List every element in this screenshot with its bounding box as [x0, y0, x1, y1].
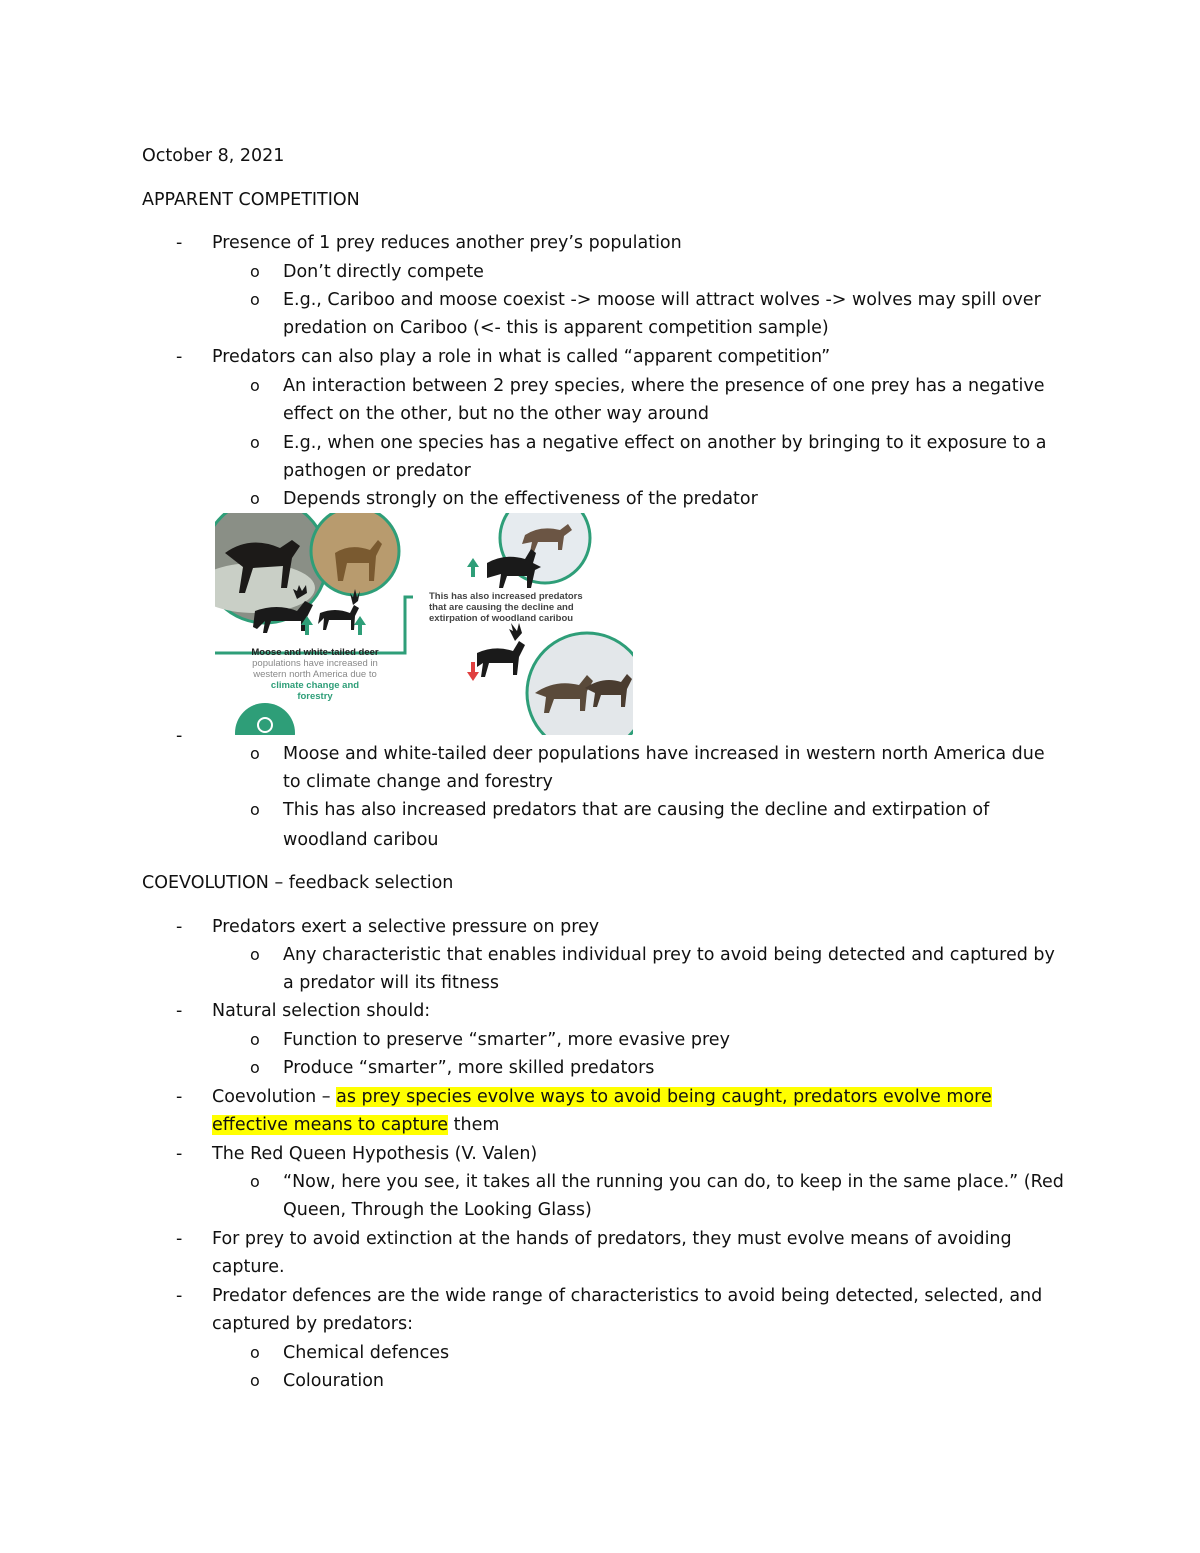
sub-list-item: E.g., Cariboo and moose coexist -> moose will attract wolves -> wolves may spill over: [283, 290, 1041, 310]
circle-bullet: o: [250, 1371, 260, 1390]
sub-list-item-cont: pathogen or predator: [283, 461, 471, 481]
list-item: Predators can also play a role in what is called “apparent competition”: [212, 347, 831, 367]
apparent-competition-figure: [215, 513, 633, 735]
sub-list-item: E.g., when one species has a negative effect on another by bringing to it exposure to a: [283, 433, 1047, 453]
circle-bullet: o: [250, 800, 260, 819]
sub-list-item: Moose and white-tailed deer populations have increased in western north America due: [283, 744, 1045, 764]
circle-bullet: o: [250, 1030, 260, 1049]
list-item-cont: captured by predators:: [212, 1314, 413, 1334]
date-line: October 8, 2021: [142, 146, 285, 166]
dash-bullet: -: [176, 347, 183, 367]
sub-list-item: Produce “smarter”, more skilled predators: [283, 1058, 655, 1078]
circle-bullet: o: [250, 262, 260, 281]
sub-list-item: An interaction between 2 prey species, where the presence of one prey has a negative: [283, 376, 1045, 396]
list-item-coevolution: Coevolution – as prey species evolve ways to avoid being caught, predators evolve more: [212, 1087, 992, 1107]
heading-apparent-competition: APPARENT COMPETITION: [142, 190, 360, 210]
sub-list-item-cont: predation on Cariboo (<- this is apparent competition sample): [283, 318, 829, 338]
sub-list-item: “Now, here you see, it takes all the running you can do, to keep in the same place.” (Red: [283, 1172, 1064, 1192]
highlighted-text: as prey species evolve ways to avoid being caught, predators evolve more: [336, 1087, 992, 1107]
list-item-cont: effective means to capture them: [212, 1115, 500, 1135]
sub-list-item: Colouration: [283, 1371, 385, 1391]
sub-list-item-cont: woodland caribou: [283, 830, 439, 850]
circle-bullet: o: [250, 1058, 260, 1077]
circle-bullet: o: [250, 945, 260, 964]
right-caption: This has also increased predators that are causing the decline and extirpation of woodland caribou: [429, 591, 583, 624]
dash-bullet: -: [176, 233, 183, 253]
list-item: For prey to avoid extinction at the hands of predators, they must evolve means of avoiding: [212, 1229, 1012, 1249]
circle-bullet: o: [250, 433, 260, 452]
dash-bullet: -: [176, 1144, 183, 1164]
sub-list-item-cont: effect on the other, but no the other way around: [283, 404, 709, 424]
dash-bullet: -: [176, 726, 183, 746]
dash-bullet: -: [176, 1229, 183, 1249]
list-item-cont: capture.: [212, 1257, 285, 1277]
heading-coevolution: COEVOLUTION – feedback selection: [142, 873, 454, 893]
sub-list-item: Don’t directly compete: [283, 262, 484, 282]
dash-bullet: -: [176, 917, 183, 937]
list-item: Natural selection should:: [212, 1001, 431, 1021]
dash-bullet: -: [176, 1001, 183, 1021]
list-item: Presence of 1 prey reduces another prey’s population: [212, 233, 682, 253]
circle-bullet: o: [250, 290, 260, 309]
highlighted-text: effective means to capture: [212, 1115, 449, 1135]
dash-bullet: -: [176, 1286, 183, 1306]
sub-list-item-cont: a predator will its fitness: [283, 973, 499, 993]
left-caption: Moose and white-tailed deer populations have increased in western north America due to climate change and forestry: [251, 647, 379, 702]
sub-list-item: Any characteristic that enables individual prey to avoid being detected and captured by: [283, 945, 1055, 965]
circle-bullet: o: [250, 1343, 260, 1362]
circle-bullet: o: [250, 489, 260, 508]
list-item: Predator defences are the wide range of characteristics to avoid being detected, selected, and: [212, 1286, 1043, 1306]
dash-bullet: -: [176, 1087, 183, 1107]
sub-list-item-cont: Queen, Through the Looking Glass): [283, 1200, 592, 1220]
circle-bullet: o: [250, 1172, 260, 1191]
sub-list-item-cont: to climate change and forestry: [283, 772, 553, 792]
list-item: The Red Queen Hypothesis (V. Valen): [212, 1144, 538, 1164]
circle-bullet: o: [250, 744, 260, 763]
sub-list-item: Chemical defences: [283, 1343, 450, 1363]
sub-list-item: Function to preserve “smarter”, more evasive prey: [283, 1030, 730, 1050]
sub-list-item: This has also increased predators that are causing the decline and extirpation of: [283, 800, 990, 820]
circle-bullet: o: [250, 376, 260, 395]
sub-list-item: Depends strongly on the effectiveness of the predator: [283, 489, 758, 509]
list-item: Predators exert a selective pressure on prey: [212, 917, 600, 937]
